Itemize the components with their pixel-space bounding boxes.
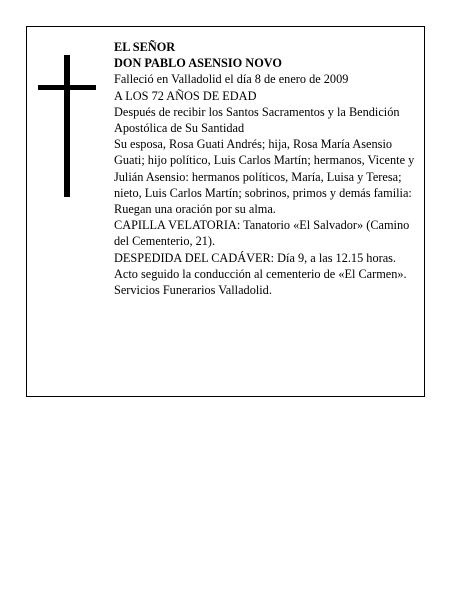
- prayer-request: Ruegan una oración por su alma.: [114, 202, 276, 217]
- farewell-info: DESPEDIDA DEL CADÁVER: Día 9, a las 12.15 horas. Acto seguido la conducción al cementerio de «El Carmen».: [114, 250, 407, 281]
- chapel-info: CAPILLA VELATORIA: Tanatorio «El Salvador» (Camino del Cementerio, 21).: [114, 218, 410, 249]
- deceased-name: DON PABLO ASENSIO NOVO: [114, 56, 282, 71]
- cross-horizontal-bar: [38, 85, 96, 90]
- cross-vertical-bar: [64, 55, 70, 197]
- sacraments-text: Después de recibir los Santos Sacramentos y la Bendición Apostólica de Su Santidad: [114, 104, 400, 136]
- death-info: Falleció en Valladolid el día 8 de enero de 2009: [114, 72, 349, 87]
- notice-text-block: [114, 39, 421, 298]
- family-list: Su esposa, Rosa Guati Andrés; hija, Rosa María Asensio Guati; hijo político, Luis Carlos Martín; hermanos, Vicente y Julián Asensio: hermanos políticos, María, Luisa y Teresa; nieto, Luis Carlos Martín; sobrinos, primos y demás familia:: [114, 137, 415, 200]
- funeral-services: Servicios Funerarios Valladolid.: [114, 283, 272, 298]
- notice-title-line1: EL SEÑOR: [114, 40, 176, 54]
- age-at-death: A LOS 72 AÑOS DE EDAD: [114, 88, 257, 103]
- cross-icon: [38, 55, 96, 197]
- obituary-notice: [26, 26, 425, 397]
